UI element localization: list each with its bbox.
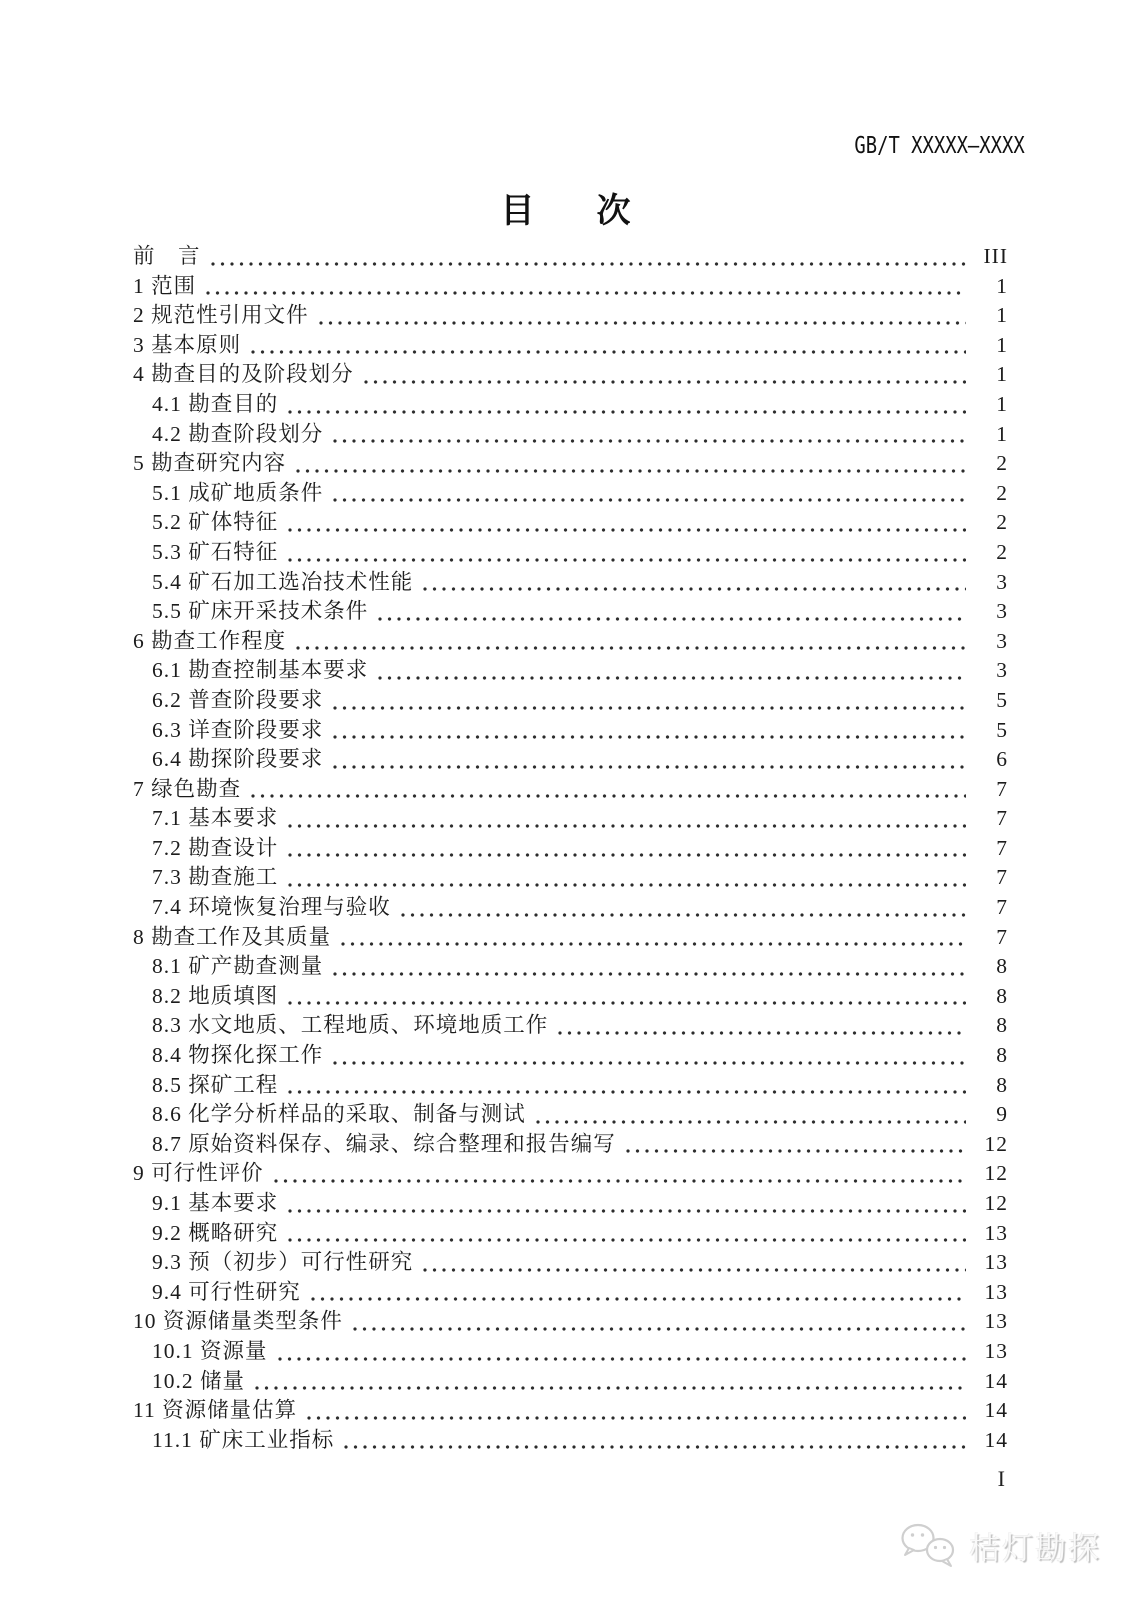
- dotted-leader: [353, 1326, 966, 1332]
- toc-entry-page: 5: [996, 717, 1008, 742]
- toc-entry-label: 9.1 基本要求: [152, 1191, 279, 1215]
- toc-entry-label: 8 勘查工作及其质量: [133, 924, 332, 949]
- toc-entry-label: 5.3 矿石特征: [152, 539, 279, 564]
- dotted-leader: [251, 349, 966, 355]
- dotted-leader: [288, 1208, 966, 1214]
- toc-entry-page: 2: [996, 480, 1008, 505]
- toc-entry-label: 8.1 矿产勘查测量: [152, 954, 324, 979]
- toc-entry-label: 7.1 基本要求: [152, 806, 279, 831]
- toc-entry-page: 8: [996, 954, 1008, 979]
- dotted-leader: [278, 1356, 966, 1362]
- toc-entry-page: 12: [984, 1191, 1008, 1215]
- toc-entry-page: 1: [996, 391, 1008, 416]
- toc-entry-page: 1: [996, 273, 1008, 298]
- toc-entry-label: 6.3 详查阶段要求: [152, 717, 324, 742]
- watermark: [897, 1516, 1101, 1574]
- toc-entry-label: 8.5 探矿工程: [152, 1072, 279, 1097]
- toc-entry-page: 2: [996, 539, 1008, 564]
- toc-entry-page: 2: [996, 451, 1008, 476]
- toc-row: [133, 1189, 1008, 1219]
- toc-row: [133, 716, 1008, 746]
- toc-row: [133, 1011, 1008, 1041]
- toc-entry-page: 7: [996, 865, 1008, 890]
- toc-entry-label: 8.6 化学分析样品的采取、制备与测试: [152, 1102, 526, 1127]
- toc-entry-page: 12: [984, 1131, 1008, 1156]
- toc-entry-label: 1 范围: [133, 273, 197, 298]
- toc-entry-label: 2 规范性引用文件: [133, 303, 309, 328]
- toc-entry-label: 6 勘查工作程度: [133, 628, 287, 653]
- dotted-leader: [288, 1237, 966, 1243]
- dotted-leader: [333, 734, 966, 740]
- dotted-leader: [296, 468, 966, 474]
- toc-row: [133, 301, 1008, 331]
- toc-entry-label: 8.2 地质填图: [152, 983, 279, 1008]
- dotted-leader: [288, 409, 966, 415]
- toc-entry-page: 14: [984, 1427, 1008, 1452]
- toc-entry-page: 7: [996, 924, 1008, 949]
- toc-entry-page: 13: [984, 1220, 1008, 1245]
- dotted-leader: [333, 438, 966, 444]
- toc-row: [133, 508, 1008, 538]
- toc-entry-page: 8: [996, 1072, 1008, 1097]
- dotted-leader: [401, 912, 966, 918]
- toc-entry-label: 6.1 勘查控制基本要求: [152, 658, 369, 683]
- toc-row: [133, 390, 1008, 420]
- dotted-leader: [288, 852, 966, 858]
- toc-entry-page: 14: [984, 1398, 1008, 1423]
- dotted-leader: [333, 1060, 966, 1066]
- toc-entry-label: 5.4 矿石加工选冶技术性能: [152, 569, 414, 594]
- toc-row: [133, 686, 1008, 716]
- toc-entry-label: 6.4 勘探阶段要求: [152, 747, 324, 772]
- toc-row: [133, 775, 1008, 805]
- toc-entry-page: 2: [996, 510, 1008, 535]
- toc-entry-label: 前 言: [133, 244, 201, 268]
- toc-entry-label: 10.1 资源量: [152, 1338, 268, 1363]
- toc-row: [133, 1337, 1008, 1367]
- toc-entry-page: 3: [996, 628, 1008, 653]
- toc-entry-page: 8: [996, 983, 1008, 1008]
- toc-row: [133, 1396, 1008, 1426]
- dotted-leader: [211, 261, 966, 267]
- toc-row: [133, 1219, 1008, 1249]
- dotted-leader: [423, 586, 966, 592]
- dotted-leader: [536, 1119, 966, 1125]
- dotted-leader: [288, 1089, 966, 1095]
- toc-row: [133, 656, 1008, 686]
- toc-row: [133, 242, 1008, 272]
- toc-row: [133, 952, 1008, 982]
- dotted-leader: [378, 675, 966, 681]
- toc-row: [133, 834, 1008, 864]
- toc-row: [133, 568, 1008, 598]
- toc-row: [133, 360, 1008, 390]
- toc-entry-label: 11.1 矿床工业指标: [152, 1427, 335, 1452]
- toc-row: [133, 1041, 1008, 1071]
- toc-entry-page: 8: [996, 1013, 1008, 1038]
- dotted-leader: [319, 320, 966, 326]
- watermark-text: 桔灯勘探: [969, 1530, 1101, 1566]
- dotted-leader: [251, 793, 966, 799]
- dotted-leader: [288, 823, 966, 829]
- toc-entry-page: 7: [996, 776, 1008, 801]
- toc-entry-label: 5.2 矿体特征: [152, 510, 279, 535]
- toc-entry-label: 10 资源储量类型条件: [133, 1309, 343, 1334]
- toc-row: [133, 479, 1008, 509]
- dotted-leader: [288, 1000, 966, 1006]
- standard-code: GB/T XXXXX—XXXX: [854, 133, 1025, 159]
- dotted-leader: [288, 557, 966, 563]
- dotted-leader: [288, 882, 966, 888]
- toc-entry-label: 7 绿色勘查: [133, 776, 242, 801]
- toc-entry-label: 10.2 储量: [152, 1368, 246, 1393]
- toc-entry-label: 4 勘查目的及阶段划分: [133, 362, 354, 387]
- toc-row: [133, 745, 1008, 775]
- toc-row: [133, 1130, 1008, 1160]
- dotted-leader: [307, 1415, 966, 1421]
- toc-entry-label: 9.3 预（初步）可行性研究: [152, 1250, 414, 1275]
- dotted-leader: [333, 764, 966, 770]
- dotted-leader: [274, 1178, 966, 1184]
- toc-entry-label: 8.3 水文地质、工程地质、环境地质工作: [152, 1013, 549, 1038]
- toc-entry-page: 3: [996, 599, 1008, 624]
- toc-entry-label: 7.3 勘查施工: [152, 865, 279, 890]
- toc-row: [133, 1071, 1008, 1101]
- toc-row: [133, 538, 1008, 568]
- dotted-leader: [311, 1296, 966, 1302]
- toc-entry-label: 9 可行性评价: [133, 1161, 264, 1186]
- toc-entry-page: 1: [996, 303, 1008, 328]
- toc-row: [133, 804, 1008, 834]
- toc-entry-page: III: [983, 244, 1008, 268]
- dotted-leader: [423, 1267, 966, 1273]
- toc-entry-label: 5.5 矿床开采技术条件: [152, 599, 369, 624]
- toc-list: [133, 242, 1008, 1455]
- toc-entry-page: 1: [996, 421, 1008, 446]
- toc-row: [133, 982, 1008, 1012]
- toc-entry-label: 9.2 概略研究: [152, 1220, 279, 1245]
- toc-row: [133, 1367, 1008, 1397]
- toc-entry-label: 8.4 物探化探工作: [152, 1043, 324, 1068]
- dotted-leader: [344, 1444, 966, 1450]
- toc-entry-page: 1: [996, 332, 1008, 357]
- toc-entry-page: 14: [984, 1368, 1008, 1393]
- toc-entry-page: 1: [996, 362, 1008, 387]
- toc-row: [133, 1307, 1008, 1337]
- toc-row: [133, 1100, 1008, 1130]
- dotted-leader: [288, 527, 966, 533]
- toc-row: [133, 1426, 1008, 1456]
- dotted-leader: [333, 497, 966, 503]
- dotted-leader: [296, 645, 966, 651]
- toc-entry-label: 9.4 可行性研究: [152, 1279, 301, 1304]
- toc-row: [133, 1159, 1008, 1189]
- page-title: 目 次: [500, 192, 645, 230]
- toc-entry-label: 4.1 勘查目的: [152, 391, 279, 416]
- toc-row: [133, 1248, 1008, 1278]
- toc-entry-page: 12: [984, 1161, 1008, 1186]
- toc-entry-page: 7: [996, 806, 1008, 831]
- toc-row: [133, 272, 1008, 302]
- dotted-leader: [341, 941, 966, 947]
- toc-row: [133, 331, 1008, 361]
- toc-row: [133, 449, 1008, 479]
- dotted-leader: [364, 379, 966, 385]
- toc-entry-label: 7.2 勘查设计: [152, 835, 279, 860]
- dotted-leader: [558, 1030, 966, 1036]
- toc-entry-page: 13: [984, 1250, 1008, 1275]
- toc-entry-page: 3: [996, 658, 1008, 683]
- toc-entry-page: 9: [996, 1102, 1008, 1127]
- page-number: I: [997, 1466, 1005, 1491]
- toc-entry-page: 7: [996, 895, 1008, 920]
- dotted-leader: [255, 1385, 966, 1391]
- toc-entry-label: 11 资源储量估算: [133, 1398, 298, 1423]
- toc-entry-label: 5 勘查研究内容: [133, 451, 287, 476]
- toc-row: [133, 627, 1008, 657]
- toc-row: [133, 597, 1008, 627]
- toc-row: [133, 420, 1008, 450]
- dotted-leader: [333, 705, 966, 711]
- toc-entry-label: 3 基本原则: [133, 332, 242, 357]
- toc-row: [133, 923, 1008, 953]
- dotted-leader: [206, 290, 966, 296]
- toc-entry-label: 5.1 成矿地质条件: [152, 480, 324, 505]
- toc-entry-page: 5: [996, 687, 1008, 712]
- toc-entry-label: 7.4 环境恢复治理与验收: [152, 895, 391, 920]
- toc-entry-label: 4.2 勘查阶段划分: [152, 421, 324, 446]
- toc-entry-label: 8.7 原始资料保存、编录、综合整理和报告编写: [152, 1131, 616, 1156]
- toc-entry-page: 6: [996, 747, 1008, 772]
- wechat-icon: [897, 1516, 959, 1574]
- toc-row: [133, 863, 1008, 893]
- toc-row: [133, 893, 1008, 923]
- toc-entry-page: 3: [996, 569, 1008, 594]
- dotted-leader: [378, 616, 966, 622]
- toc-entry-page: 13: [984, 1279, 1008, 1304]
- toc-entry-page: 8: [996, 1043, 1008, 1068]
- toc-entry-label: 6.2 普查阶段要求: [152, 687, 324, 712]
- toc-entry-page: 7: [996, 835, 1008, 860]
- dotted-leader: [333, 971, 966, 977]
- toc-entry-page: 13: [984, 1338, 1008, 1363]
- dotted-leader: [626, 1148, 966, 1154]
- toc-entry-page: 13: [984, 1309, 1008, 1334]
- toc-row: [133, 1278, 1008, 1308]
